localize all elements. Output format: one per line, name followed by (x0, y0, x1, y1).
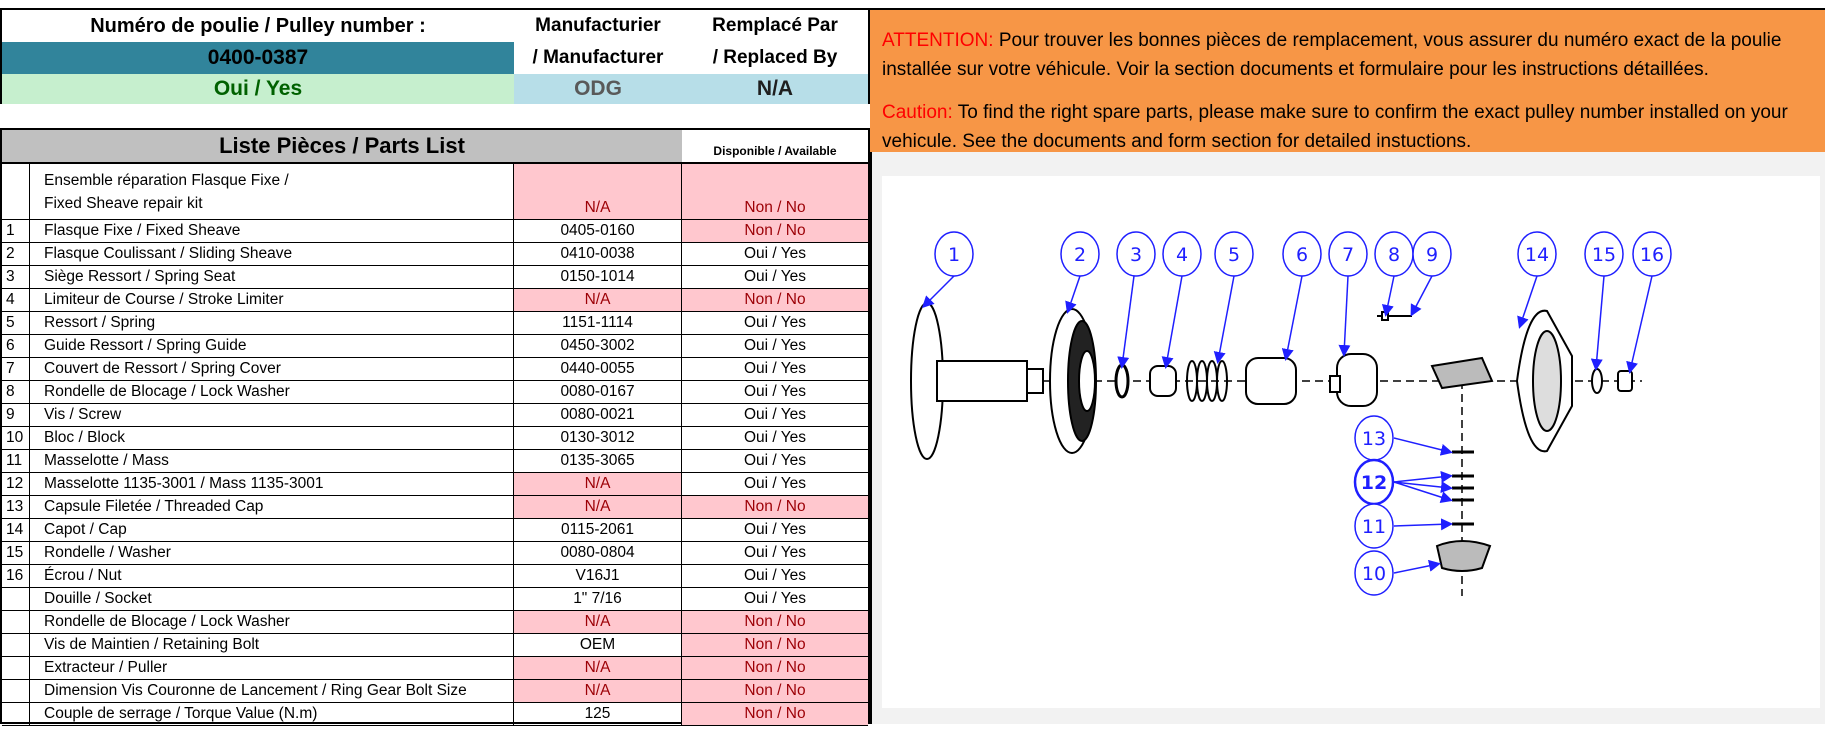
table-row (2, 312, 868, 335)
part-description: Bloc / Block (30, 427, 514, 449)
attention-text: Pour trouver les bonnes pièces de remplacement, vous assurer du numéro exact de la poulie installée sur votre véhicule. Voir la section documents et formulaire pour les instructions détaillées. (882, 30, 1782, 80)
stroke-limiter-part (1150, 366, 1176, 396)
part-number-index (2, 703, 30, 725)
part-code: 0080-0167 (514, 381, 682, 403)
part-number-index: 1 (2, 220, 30, 242)
table-row (2, 473, 868, 496)
part-description-line-2: Fixed Sheave repair kit (44, 194, 203, 212)
part-number-index (2, 634, 30, 656)
spring-guide-part (1246, 358, 1296, 404)
callout-15 (1585, 232, 1623, 276)
table-row (2, 542, 868, 565)
part-description: Vis / Screw (30, 404, 514, 426)
callout-2 (1061, 232, 1099, 276)
part-number-index (2, 657, 30, 679)
part-code: N/A (514, 496, 682, 518)
part-code: 0115-2061 (514, 519, 682, 541)
table-row (2, 220, 868, 243)
callout-6 (1283, 232, 1321, 276)
fixed-sheave-part (911, 303, 1043, 459)
table-row (2, 680, 868, 703)
caution-paragraph (882, 98, 1811, 156)
part-code: 0405-0160 (514, 220, 682, 242)
callout-label: 10 (1361, 563, 1387, 585)
availability-status: Non / No (682, 703, 868, 725)
part-number-index: 14 (2, 519, 30, 541)
callout-label: 6 (1295, 244, 1309, 266)
callout-label: 15 (1591, 244, 1617, 266)
availability-status: Non / No (682, 611, 868, 633)
part-number-index: 4 (2, 289, 30, 311)
table-row (2, 289, 868, 312)
callout-label: 1 (947, 244, 961, 266)
callout-10 (1355, 551, 1393, 595)
table-row (2, 164, 868, 220)
parts-list-title: Liste Pièces / Parts List (2, 130, 682, 162)
part-number-index: 6 (2, 335, 30, 357)
part-code: 0410-0038 (514, 243, 682, 265)
nut-part (1618, 371, 1632, 391)
availability-status: Oui / Yes (743, 360, 807, 377)
part-code: 0130-3012 (514, 427, 682, 449)
replaced-by-value: N/A (682, 74, 868, 104)
availability-status: Oui / Yes (743, 544, 807, 561)
attention-label: ATTENTION: (882, 30, 994, 51)
part-description: Couple de serrage / Torque Value (N.m) (30, 703, 514, 725)
part-code: 1151-1114 (514, 312, 682, 334)
part-code: 0440-0055 (514, 358, 682, 380)
table-row (2, 358, 868, 381)
part-code: N/A (514, 657, 682, 679)
part-code: N/A (514, 680, 682, 702)
availability-status: Non / No (682, 289, 868, 311)
callout-label: 2 (1073, 244, 1087, 266)
part-description: Masselotte / Mass (30, 450, 514, 472)
part-code: N/A (514, 473, 682, 495)
table-row (2, 243, 868, 266)
callout-label: 3 (1129, 244, 1143, 266)
pulley-number-value: 0400-0387 (2, 42, 514, 74)
attention-paragraph (882, 26, 1811, 84)
spring-cover-part (1330, 354, 1377, 406)
callout-label: 16 (1639, 244, 1665, 266)
available-column-header: Disponible / Available (713, 144, 837, 158)
availability-status: Oui / Yes (743, 268, 807, 285)
availability-status: Non / No (682, 164, 868, 219)
table-row (2, 611, 868, 634)
part-code: 0080-0804 (514, 542, 682, 564)
callout-11 (1355, 504, 1393, 548)
callout-3 (1117, 232, 1155, 276)
part-description: Guide Ressort / Spring Guide (30, 335, 514, 357)
callout-13 (1355, 416, 1393, 460)
part-description: Masselotte 1135-3001 / Mass 1135-3001 (30, 473, 514, 495)
part-number-index: 7 (2, 358, 30, 380)
cap-part (1517, 311, 1572, 452)
callout-1 (935, 232, 973, 276)
availability-status: Oui / Yes (743, 337, 807, 354)
part-code: 125 (514, 703, 682, 725)
part-number-index: 2 (2, 243, 30, 265)
availability-status: Oui / Yes (743, 521, 807, 538)
caution-text: To find the right spare parts, please make sure to confirm the exact pulley number installed on your vehicule. See the documents and form section for detailed instuctions. (882, 102, 1788, 152)
table-row (2, 519, 868, 542)
table-row (2, 588, 868, 611)
callout-5 (1215, 232, 1253, 276)
callout-label: 9 (1425, 244, 1439, 266)
table-row (2, 496, 868, 519)
callout-14 (1518, 232, 1556, 276)
table-row (2, 703, 868, 726)
part-number-index (2, 680, 30, 702)
availability-status: Non / No (682, 634, 868, 656)
caution-label: Caution: (882, 102, 953, 123)
pulley-exploded-view (882, 176, 1820, 708)
part-description: Flasque Coulissant / Sliding Sheave (30, 243, 514, 265)
table-row (2, 381, 868, 404)
part-description: Rondelle / Washer (30, 542, 514, 564)
table-row (2, 427, 868, 450)
part-description: Douille / Socket (30, 588, 514, 610)
part-description: Ressort / Spring (30, 312, 514, 334)
availability-status: Oui / Yes (743, 406, 807, 423)
part-description: Rondelle de Blocage / Lock Washer (30, 381, 514, 403)
block-part (1437, 541, 1490, 571)
callout-label: 14 (1524, 244, 1550, 266)
parts-list-header (2, 130, 868, 164)
part-code: N/A (514, 164, 682, 219)
availability-status: Oui / Yes (743, 590, 807, 607)
part-code: OEM (514, 634, 682, 656)
table-row (2, 335, 868, 358)
manufacturer-label-en: / Manufacturer (532, 47, 664, 68)
callout-label: 7 (1341, 244, 1355, 266)
availability-status: Non / No (682, 680, 868, 702)
table-row (2, 266, 868, 289)
exploded-diagram-panel (870, 152, 1825, 724)
availability-status: Oui / Yes (743, 567, 807, 584)
part-number-index (2, 611, 30, 633)
screw-part (1377, 312, 1412, 320)
availability-status: Oui / Yes (743, 314, 807, 331)
mass-parts (1452, 452, 1474, 524)
availability-status: Oui / Yes (743, 475, 807, 492)
callout-9 (1413, 232, 1451, 276)
part-code: N/A (514, 611, 682, 633)
table-row (2, 565, 868, 588)
callout-label: 13 (1361, 428, 1387, 450)
part-number-index: 13 (2, 496, 30, 518)
part-description: Dimension Vis Couronne de Lancement / Ring Gear Bolt Size (30, 680, 514, 702)
callout-label: 4 (1175, 244, 1189, 266)
part-description (30, 164, 514, 219)
availability-status: Non / No (682, 220, 868, 242)
part-number-index: 11 (2, 450, 30, 472)
availability-status: Oui / Yes (743, 383, 807, 400)
part-description: Extracteur / Puller (30, 657, 514, 679)
part-number-index: 3 (2, 266, 30, 288)
washer-part (1592, 369, 1602, 393)
callout-7 (1329, 232, 1367, 276)
part-code: 0150-1014 (514, 266, 682, 288)
pulley-status: Oui / Yes (2, 74, 514, 104)
availability-status: Non / No (682, 657, 868, 679)
part-number-index: 10 (2, 427, 30, 449)
callout-label: 5 (1227, 244, 1241, 266)
part-number-index: 8 (2, 381, 30, 403)
replaced-by-label: Remplacé Par (712, 15, 838, 36)
availability-status: Non / No (682, 496, 868, 518)
part-description: Couvert de Ressort / Spring Cover (30, 358, 514, 380)
part-description: Rondelle de Blocage / Lock Washer (30, 611, 514, 633)
part-code: 0080-0021 (514, 404, 682, 426)
callout-4 (1163, 232, 1201, 276)
parts-list-table (0, 128, 870, 724)
part-description: Flasque Fixe / Fixed Sheave (30, 220, 514, 242)
part-description-line-1: Ensemble réparation Flasque Fixe / (44, 171, 289, 189)
part-description: Limiteur de Course / Stroke Limiter (30, 289, 514, 311)
availability-status: Oui / Yes (743, 429, 807, 446)
table-row (2, 404, 868, 427)
part-description: Écrou / Nut (30, 565, 514, 587)
part-number-index: 12 (2, 473, 30, 495)
manufacturer-label: Manufacturier (535, 15, 661, 36)
part-description: Capsule Filetée / Threaded Cap (30, 496, 514, 518)
manufacturer-value: ODG (514, 74, 682, 104)
part-description: Siège Ressort / Spring Seat (30, 266, 514, 288)
pulley-number-label: Numéro de poulie / Pulley number : (90, 14, 426, 37)
part-description: Capot / Cap (30, 519, 514, 541)
part-description: Vis de Maintien / Retaining Bolt (30, 634, 514, 656)
availability-status: Oui / Yes (743, 452, 807, 469)
pulley-header (0, 8, 870, 104)
part-number-index: 5 (2, 312, 30, 334)
part-number-index: 16 (2, 565, 30, 587)
attention-notice (870, 8, 1825, 152)
availability-status: Oui / Yes (743, 245, 807, 262)
table-row (2, 657, 868, 680)
table-row (2, 450, 868, 473)
block-part-top (1432, 358, 1492, 388)
callout-16 (1633, 232, 1671, 276)
part-number-index: 9 (2, 404, 30, 426)
part-code: 1" 7/16 (514, 588, 682, 610)
spring-seat-part (1116, 365, 1128, 397)
part-code: V16J1 (514, 565, 682, 587)
replaced-by-label-en: / Replaced By (712, 47, 838, 68)
table-row (2, 634, 868, 657)
callout-label: 12 (1360, 472, 1388, 494)
part-number-index (2, 588, 30, 610)
callout-8 (1375, 232, 1413, 276)
callout-label: 8 (1387, 244, 1401, 266)
part-code: 0135-3065 (514, 450, 682, 472)
part-number-index (2, 164, 30, 219)
part-number-index: 15 (2, 542, 30, 564)
sliding-sheave-part (1050, 309, 1096, 453)
parts-list-rows (2, 164, 868, 726)
callout-12 (1355, 460, 1393, 504)
part-code: 0450-3002 (514, 335, 682, 357)
exploded-diagram (882, 176, 1820, 708)
callout-label: 11 (1361, 516, 1387, 538)
part-code: N/A (514, 289, 682, 311)
